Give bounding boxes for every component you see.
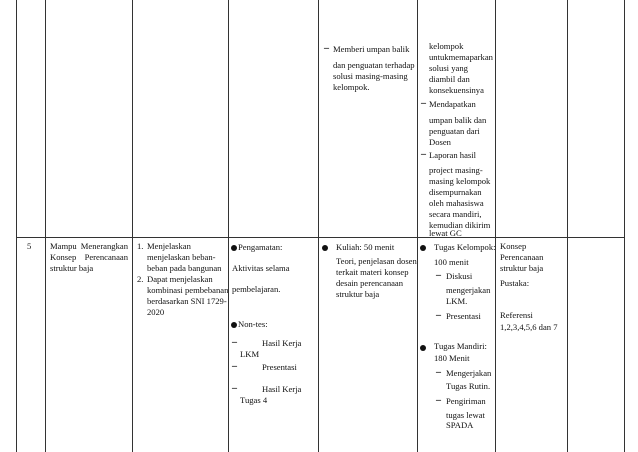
nontest-item-3a: Hasil Kerja — [262, 384, 302, 394]
col-border-6 — [495, 0, 496, 452]
capability-line-1 — [50, 241, 128, 252]
report-line-5: oleh mahasiswa — [429, 198, 484, 208]
indicator-number-1: 1. — [137, 241, 144, 251]
col-border-2 — [132, 0, 133, 452]
dash-icon: – — [232, 383, 237, 394]
material-line-3: struktur baja — [500, 263, 544, 273]
nontest-item-1a: Hasil Kerja — [262, 338, 302, 348]
discussion-line-2: mengerjakan — [446, 285, 491, 295]
dash-icon: – — [436, 270, 441, 281]
nontest-label: Non-tes: — [238, 319, 268, 329]
receive-line-3: penguatan dari — [429, 126, 480, 136]
indicator-1-line-2: menjelaskan beban- — [147, 252, 216, 262]
report-line-8: lewat GC — [429, 228, 462, 238]
dash-icon: – — [436, 395, 441, 406]
capability-word-1: Mampu — [50, 241, 77, 251]
indicator-2-line-2: kombinasi pembebanan — [147, 285, 229, 295]
nontest-item-2: Presentasi — [262, 362, 297, 372]
capability-word-3: Konsep — [50, 252, 77, 262]
nontest-item-3b: Tugas 4 — [240, 395, 268, 405]
report-line-2: project masing- — [429, 165, 483, 175]
feedback-line-3: solusi masing-masing — [333, 71, 408, 81]
dash-icon: – — [436, 367, 441, 378]
indicator-2-line-3: berdasarkan SNI 1729- — [147, 296, 227, 306]
row-border-top — [16, 237, 625, 238]
lecture-line-3: desain perencanaan — [336, 278, 404, 288]
col-border-1 — [45, 0, 46, 452]
indicator-2-line-4: 2020 — [147, 307, 165, 317]
reference-list: 1,2,3,4,5,6 dan 7 — [500, 322, 558, 332]
group-task-duration: 100 menit — [434, 257, 469, 267]
col-border-0 — [16, 0, 17, 452]
routine-line-1: Mengerjakan — [446, 368, 492, 378]
activity-line-2: pembelajaran. — [232, 284, 281, 294]
group-line-3: solusi yang — [429, 63, 468, 73]
library-label: Pustaka: — [500, 278, 530, 288]
report-line-3: masing kelompok — [429, 176, 491, 186]
indicator-1-line-3: beban pada bangunan — [147, 263, 222, 273]
bullet-icon — [231, 322, 237, 328]
submission-line-3: SPADA — [446, 420, 474, 430]
bullet-icon — [420, 245, 426, 251]
group-line-4: diambil dan — [429, 74, 470, 84]
col-border-5 — [417, 0, 418, 452]
report-line-7: kemudian dikirim — [429, 220, 491, 230]
receive-line-1: Mendapatkan — [429, 99, 476, 109]
individual-task-duration: 180 Menit — [434, 353, 470, 363]
presentation-label: Presentasi — [446, 311, 481, 321]
lecture-line-4: struktur baja — [336, 289, 380, 299]
group-line-2: untukmemaparkan — [429, 52, 493, 62]
report-line-1: Laporan hasil — [429, 150, 477, 160]
dash-icon: – — [436, 310, 441, 321]
feedback-line-4: kelompok. — [333, 82, 370, 92]
material-line-1: Konsep — [500, 241, 527, 251]
col-border-3 — [228, 0, 229, 452]
row-number: 5 — [27, 241, 32, 251]
discussion-line-3: LKM. — [446, 296, 468, 306]
lecture-line-2: terkait materi konsep — [336, 267, 409, 277]
discussion-line-1: Diskusi — [446, 271, 473, 281]
routine-line-2: Tugas Rutin. — [446, 381, 491, 391]
group-line-1: kelompok — [429, 41, 464, 51]
receive-line-4: Dosen — [429, 137, 451, 147]
activity-line-1: Aktivitas selama — [232, 263, 290, 273]
submission-line-1: Pengiriman — [446, 396, 486, 406]
individual-task-label: Tugas Mandiri: — [434, 341, 487, 351]
receive-line-2: umpan balik dan — [429, 115, 487, 125]
submission-line-2: tugas lewat — [446, 410, 485, 420]
dash-icon: – — [421, 98, 426, 109]
dash-icon: – — [232, 337, 237, 348]
feedback-line-2: dan penguatan terhadap — [333, 60, 415, 70]
indicator-1-line-1: Menjelaskan — [147, 241, 191, 251]
report-line-4: disempurnakan — [429, 187, 482, 197]
dash-icon: – — [421, 149, 426, 160]
reference-label: Referensi — [500, 310, 533, 320]
capability-line-2 — [50, 252, 128, 263]
col-border-7 — [567, 0, 568, 452]
group-task-label: Tugas Kelompok: — [434, 242, 496, 252]
capability-word-2: Menerangkan — [80, 241, 128, 251]
indicator-number-2: 2. — [137, 274, 144, 284]
feedback-line-1: Memberi umpan balik — [333, 44, 410, 54]
lecture-label: Kuliah: 50 menit — [336, 242, 395, 252]
col-border-4 — [318, 0, 319, 452]
indicator-2-line-1: Dapat menjelaskan — [147, 274, 213, 284]
nontest-item-1b: LKM — [240, 349, 260, 359]
bullet-icon — [231, 245, 237, 251]
dash-icon: – — [232, 361, 237, 372]
col-border-8 — [624, 0, 625, 452]
report-line-6: secara mandiri, — [429, 209, 482, 219]
dash-icon: – — [324, 43, 329, 54]
bullet-icon — [322, 245, 328, 251]
lecture-line-1: Teori, penjelasan dosen — [336, 256, 417, 266]
group-line-5: konsekuensinya — [429, 85, 484, 95]
bullet-icon — [420, 345, 426, 351]
observation-label: Pengamatan: — [238, 242, 283, 252]
capability-line-3: struktur baja — [50, 263, 94, 273]
material-line-2: Perencanaan — [500, 252, 544, 262]
capability-word-4: Perencanaan — [84, 252, 128, 262]
